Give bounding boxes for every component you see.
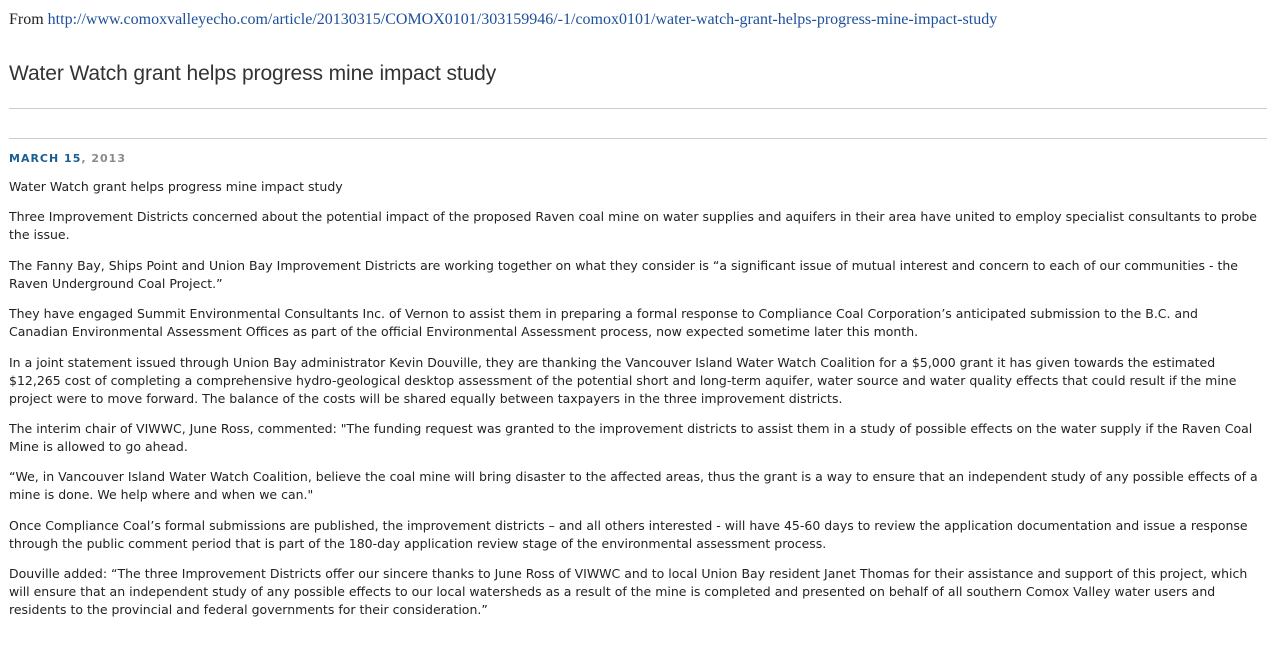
date-month-day: MARCH 15 bbox=[9, 152, 82, 165]
article-paragraph: Douville added: “The three Improvement Districts offer our sincere thanks to June Ross of VIWWC and to local Union Bay resident Janet Thomas for their assistance and support of this project, which will ensure that an independent study of any possible effects to our local watersheds as a result of the mine is completed and presented on behalf of all southern Comox Valley water users and residents to the provincial and federal governments for their consideration.” bbox=[9, 566, 1248, 618]
divider-top bbox=[9, 108, 1267, 109]
article-paragraph: Three Improvement Districts concerned about the potential impact of the proposed Raven coal mine on water supplies and aquifers in their area have united to employ specialist consultants to probe the issue. bbox=[9, 209, 1257, 243]
article-paragraph: Water Watch grant helps progress mine impact study bbox=[9, 179, 343, 194]
divider-bottom bbox=[9, 138, 1267, 139]
article-paragraph: The Fanny Bay, Ships Point and Union Bay Improvement Districts are working together on what they consider is “a significant issue of mutual interest and concern to each of our communities - the Raven Underground Coal Project.” bbox=[9, 257, 1238, 291]
date-year: , 2013 bbox=[81, 152, 126, 165]
source-prefix: From bbox=[9, 11, 48, 28]
article-paragraph: They have engaged Summit Environmental Consultants Inc. of Vernon to assist them in preparing a formal response to Compliance Coal Corporation’s anticipated submission to the B.C. and Canadian Environmental Assessment Offices as part of the official Environmental Assessment process, now expected sometime later this month. bbox=[9, 306, 1198, 340]
article-paragraph: “We, in Vancouver Island Water Watch Coalition, believe the coal mine will bring disaster to the affected areas, thus the grant is a way to ensure that an independent study of any possible effects of a mine is done. We help where and when we can." bbox=[9, 469, 1258, 503]
article-body bbox=[9, 178, 1259, 632]
article-paragraph: The interim chair of VIWWC, June Ross, commented: "The funding request was granted to the improvement districts to assist them in a study of possible effects on the water supply if the Raven Coal Mine is allowed to go ahead. bbox=[9, 420, 1253, 454]
publish-date bbox=[9, 151, 126, 167]
page-title: Water Watch grant helps progress mine impact study bbox=[9, 62, 497, 85]
source-line bbox=[9, 10, 997, 30]
article-paragraph: In a joint statement issued through Union Bay administrator Kevin Douville, they are thanking the Vancouver Island Water Watch Coalition for a $5,000 grant it has given towards the estimated $12,265 cost of completing a comprehensive hydro-geological desktop assessment of the potential short and long-term aquifer, water source and water quality effects that could result if the mine project were to move forward. The balance of the costs will be shared equally between taxpayers in the three improvement districts. bbox=[9, 354, 1237, 406]
article-paragraph: Once Compliance Coal’s formal submissions are published, the improvement districts – and all others interested - will have 45-60 days to review the application documentation and issue a response through the public comment period that is part of the 180-day application review stage of the environmental assessment process. bbox=[9, 517, 1248, 551]
source-link[interactable]: http://www.comoxvalleyecho.com/article/20130315/COMOX0101/303159946/-1/comox0101/water-watch-grant-helps-progress-mine-impact-study bbox=[47, 11, 998, 28]
